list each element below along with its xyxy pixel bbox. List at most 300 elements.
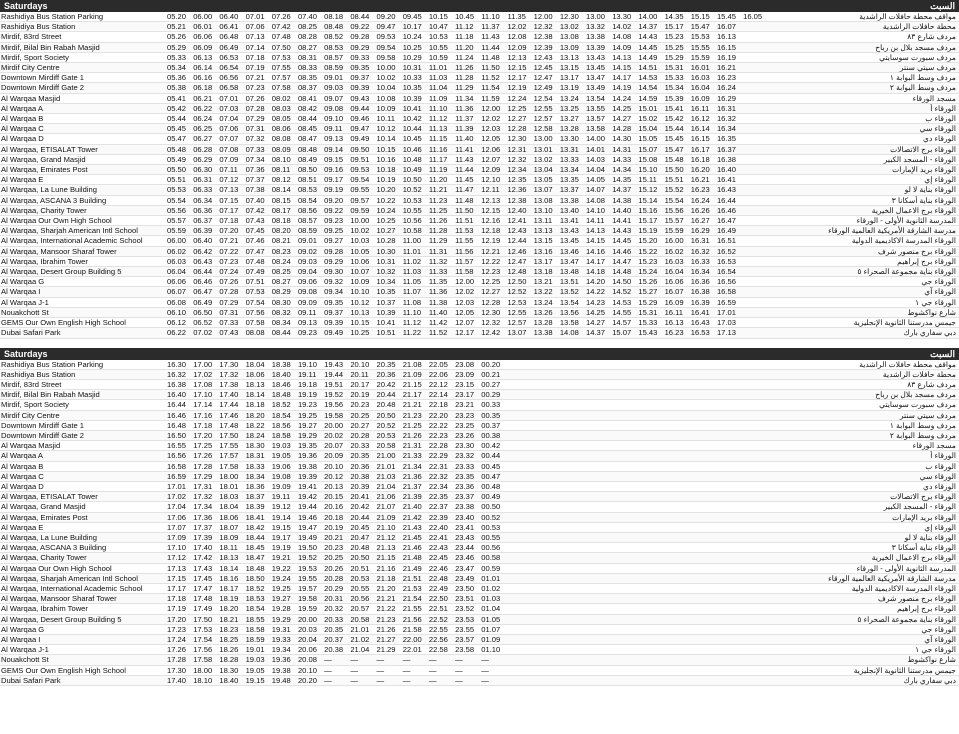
departure-time: 14.40 [612,205,632,215]
departure-time: — [376,675,385,685]
departure-time: 09.08 [324,103,344,113]
departure-times [167,32,743,41]
departure-time: 18.33 [245,461,265,471]
departure-time: 07.58 [271,83,291,93]
departure-time: 20.17 [350,379,370,389]
departure-time: 08.45 [297,124,317,134]
departure-time: 18.13 [219,553,239,563]
departure-time: 14.25 [586,307,606,317]
departure-time: 08.08 [245,328,265,338]
departure-time: 06.52 [193,318,213,328]
departure-time: 17.26 [193,451,213,461]
departure-time: 22.55 [428,624,448,634]
departure-time: 14.02 [612,22,632,32]
stop-name-arabic: الورقاء بناية مجموعة الصحراء ٥ [857,614,956,624]
departure-time: 20.04 [297,634,317,644]
departure-time: 20.18 [324,512,344,522]
timetable-row [0,236,959,246]
departure-time: 08.51 [297,175,317,185]
departure-time: 06.00 [167,236,187,246]
stop-name-arabic: الورقاء برج إبراهيم [897,256,956,266]
timetable-row [0,155,959,165]
timetable-row [0,411,959,421]
departure-time: 12.05 [455,307,475,317]
departure-time: 12.34 [507,165,527,175]
departure-time: 14.37 [612,185,632,195]
departure-time: 21.01 [350,624,370,634]
departure-time: 14.16 [586,246,606,256]
departure-time: 15.54 [664,195,684,205]
departure-time: 22.43 [428,543,448,553]
departure-time: 06.04 [167,267,187,277]
departure-time: 17.10 [167,543,187,553]
departure-time: 23.25 [455,420,475,430]
departure-time: 08.54 [297,195,317,205]
departure-time: 13.24 [533,297,553,307]
departure-time: 18.55 [245,614,265,624]
departure-time: 11.15 [428,134,448,144]
departure-time: 14.27 [612,114,632,124]
departure-time: 21.58 [402,624,422,634]
departure-time: 11.19 [428,165,448,175]
departure-time: 09.23 [324,216,344,226]
departure-time: 13.58 [559,318,579,328]
departure-time: 08.33 [297,63,317,73]
departure-time: 00.21 [481,369,501,379]
departure-time: 20.44 [376,390,396,400]
departure-time: — [350,675,358,685]
departure-time: — [350,655,358,665]
departure-time: 13.41 [559,216,579,226]
departure-time: 13.01 [533,144,553,154]
departure-times [167,134,743,143]
departure-time: 07.29 [219,297,239,307]
stop-name: Al Warqaa G [1,624,45,634]
departure-time: — [402,655,411,665]
departure-time: 21.08 [402,359,422,369]
departure-times [167,666,507,675]
departure-time: 21.49 [402,563,422,573]
departure-time: 11.52 [481,73,500,83]
departure-time: 14.17 [586,256,606,266]
departure-time: 18.58 [271,430,291,440]
departure-time: 16.34 [716,124,736,134]
departure-time: 19.24 [271,573,291,583]
departure-time: — [455,675,463,685]
departure-times [167,12,769,21]
stop-name: Al Warqaa, ETISALAT Tower [1,492,98,502]
departure-time: 15.17 [638,216,658,226]
departure-time: 16.41 [716,175,736,185]
timetable-row [0,523,959,533]
departure-time: 06.01 [193,22,213,32]
stop-name-arabic: مواقف محطة حافلات الراشدية [859,12,956,21]
departure-time: — [376,665,385,675]
departure-time: 16.36 [690,277,710,287]
timetable-row [0,594,959,604]
departure-time: 11.33 [428,267,448,277]
departure-time: 21.40 [402,502,422,512]
departure-time: 12.00 [533,12,553,21]
timetable-row [0,114,959,124]
departure-time: — [402,665,411,675]
timetable-row [0,43,959,53]
departure-time: 20.13 [324,481,344,491]
departure-time: 09.43 [350,93,370,103]
departure-time: 10.30 [376,246,396,256]
timetable-row [0,604,959,614]
departure-time: 09.46 [350,114,370,124]
departure-time: 14.24 [612,93,632,103]
stop-name-arabic: شارع نواكشوط [907,307,956,317]
departure-time: 08.14 [271,185,291,195]
departure-time: 16.32 [716,114,736,124]
departure-time: 07.43 [219,328,239,338]
departure-time: 09.35 [350,63,370,73]
departure-time: 09.17 [324,175,344,185]
departure-time: 21.42 [402,512,422,522]
departure-time: 10.56 [402,216,422,226]
departure-time: — [481,675,489,685]
departure-time: 08.23 [271,246,291,256]
departure-time: 20.08 [297,655,317,665]
departure-time: 17.39 [193,532,213,542]
stop-name: Al Warqaa, Grand Masjid [1,154,86,164]
departure-time: 20.48 [350,543,370,553]
departure-time: 18.54 [271,410,291,420]
departure-time: 09.35 [324,297,344,307]
section-title-arabic: السبت [930,1,955,11]
departure-time: 20.29 [324,583,344,593]
departure-time: 10.11 [376,114,395,124]
departure-time: 08.50 [297,165,317,175]
departure-time: 10.55 [402,205,422,215]
departure-time: 14.20 [586,277,606,287]
departure-time: 13.30 [559,134,579,144]
departure-time: 16.41 [690,307,710,317]
departure-time: 20.00 [324,420,344,430]
departure-time: 12.50 [507,277,527,287]
departure-time: 09.32 [324,277,344,287]
departure-time: 14.47 [612,256,632,266]
departure-time: 11.55 [455,236,474,246]
departure-time: 07.29 [245,114,265,124]
departure-time: 05.59 [167,226,187,236]
departure-time: 06.56 [219,73,239,83]
departure-time: 19.48 [271,675,291,685]
departure-time: 06.00 [193,12,213,21]
departure-time: 16.05 [743,12,763,21]
departure-time: 12.02 [455,287,475,297]
departure-time: 19.43 [324,359,344,369]
departure-time: 12.03 [481,124,501,134]
departure-time: 14.25 [612,103,632,113]
departure-time: 16.30 [167,359,187,369]
stop-name: Al Warqaa, Grand Masjid [1,502,86,512]
departure-time: 21.09 [402,369,422,379]
departure-time: 07.31 [245,124,265,134]
departure-time: 17.01 [167,481,187,491]
departure-time: 18.00 [219,471,239,481]
departure-time: 10.48 [402,154,422,164]
departure-time: 13.02 [533,154,553,164]
departure-time: 08.59 [324,63,344,73]
timetable-row [0,625,959,635]
departure-time: 17.44 [219,400,239,410]
departure-time: 19.09 [271,481,291,491]
departure-time: 18.40 [271,369,291,379]
departure-time: 15.27 [638,287,658,297]
stop-name-arabic: دبي سفاري بارك [903,675,956,685]
departure-time: 09.11 [297,307,317,317]
departure-time: 16.47 [716,216,736,226]
departure-time: 07.18 [245,52,265,62]
timetable-row [0,318,959,328]
departure-time: 16.38 [690,287,710,297]
departure-time: 11.10 [402,307,422,317]
section-header [0,348,959,360]
departure-time: 13.35 [559,175,579,185]
departure-time: 11.28 [455,73,474,83]
departure-time: 14.35 [612,175,632,185]
departure-time: 11.56 [455,246,474,256]
departure-time: 17.26 [167,645,187,655]
departure-time: 17.48 [219,420,239,430]
departure-time: 12.39 [533,42,553,52]
departure-time: 21.21 [402,400,422,410]
departure-time: 10.09 [350,277,370,287]
stop-name-arabic: الورقاء برج الاعمال الخيرية [871,553,956,563]
departure-time: 08.27 [297,42,317,52]
departure-time: 13.49 [586,83,606,93]
departure-time: 17.49 [193,604,213,614]
departure-time: 07.51 [245,277,265,287]
departure-time: 09.33 [350,52,370,62]
timetable-row [0,145,959,155]
departure-time: 20.06 [297,645,317,655]
departure-time: 16.34 [690,267,710,277]
departure-time: 10.45 [402,134,422,144]
departure-times [167,22,743,31]
departure-times [167,94,743,103]
departure-time: 20.42 [350,502,370,512]
departure-time: 16.43 [690,318,710,328]
departure-time: 11.03 [402,267,422,277]
stop-name-arabic: الورقاء ب [925,461,956,471]
stop-name-arabic: محطة حافلات الراشدية [882,22,956,32]
timetable-row [0,655,959,665]
departure-time: 05.50 [167,165,187,175]
departure-time: 16.12 [690,114,710,124]
departure-time: 18.22 [245,420,265,430]
departure-time: 18.11 [219,543,238,553]
departure-time: 06.49 [219,42,239,52]
departure-time: 20.28 [324,573,344,583]
departure-time: 12.38 [507,195,527,205]
departure-time: 19.49 [297,532,317,542]
departure-time: 20.51 [350,563,370,573]
departure-time: 14.00 [586,134,606,144]
departure-time: 08.59 [297,226,317,236]
departure-time: 13.18 [533,267,553,277]
departure-time: 14.37 [638,22,658,32]
departure-time: 08.32 [271,307,291,317]
departure-time: 05.42 [167,103,187,113]
departure-time: 17.02 [193,369,213,379]
departure-time: 21.37 [402,481,422,491]
departure-time: 11.38 [428,297,448,307]
departure-time: 14.00 [638,12,658,21]
departure-time: 07.53 [271,52,291,62]
departure-time: 05.44 [167,114,187,124]
departure-time: 20.48 [376,400,396,410]
departure-time: 08.25 [271,267,291,277]
stop-name-arabic: الورقاء آي [924,634,956,644]
stop-name: Mirdif City Centre [1,410,60,420]
departure-time: 15.44 [664,124,684,134]
departure-time: 13.39 [586,42,606,52]
departure-time: 08.25 [297,22,317,32]
departure-time: 19.33 [271,634,291,644]
departure-time: 20.35 [350,451,370,461]
departure-time: 08.08 [271,134,291,144]
departure-time: 05.33 [167,52,187,62]
departure-times [167,451,507,460]
departure-time: 17.32 [219,369,239,379]
departure-time: 17.04 [167,502,187,512]
stop-name: Al Warqaa, Charity Tower [1,553,87,563]
departure-time: 12.52 [507,287,527,297]
departure-time: 06.37 [193,216,213,226]
stop-name-arabic: الورقاء بناية لا لو [904,532,956,542]
departure-time: 13.15 [533,236,553,246]
departure-time: 12.18 [481,226,501,236]
departure-time: 15.20 [638,236,658,246]
departure-time: 17.29 [193,471,213,481]
departure-time: 12.28 [507,124,527,134]
departure-time: 16.03 [664,256,684,266]
departure-time: 00.56 [481,543,501,553]
departure-time: 06.08 [167,297,187,307]
departure-time: 16.20 [690,165,710,175]
timetable-row [0,206,959,216]
departure-time: 11.16 [428,144,448,154]
stop-name-arabic: الورقاء سي [919,124,956,134]
departure-time: 08.48 [297,144,317,154]
departure-time: 11.01 [402,246,422,256]
departure-time: 10.15 [350,318,370,328]
stop-name-arabic: الورقاء بناية مجموعة الصحراء ٥ [857,267,956,277]
timetable-row [0,492,959,502]
departure-time: 12.07 [455,318,475,328]
departure-time: 08.02 [271,93,291,103]
departure-time: 07.06 [245,22,265,32]
departure-time: 08.44 [271,328,291,338]
departure-time: 07.18 [219,216,239,226]
departure-time: 00.58 [481,553,501,563]
departure-time: 18.41 [245,512,265,522]
departure-time: 10.46 [402,144,422,154]
departure-times [167,553,507,562]
section-gap [0,339,959,348]
departure-time: 19.29 [271,614,291,624]
departure-time: 11.43 [481,32,500,42]
departure-time: 09.03 [297,256,317,266]
departure-time: 10.31 [376,256,396,266]
departure-time: 13.25 [559,103,579,113]
timetable-row [0,502,959,512]
departure-time: — [324,675,332,685]
departure-time: 15.45 [664,134,684,144]
departure-times [167,564,507,573]
departure-time: 19.50 [297,543,317,553]
stop-name: Al Warqaa, International Academic School [1,236,143,246]
departure-time: 15.05 [638,134,658,144]
departure-time: 07.45 [245,226,265,236]
departure-time: 18.28 [219,655,239,665]
departure-time: 07.56 [245,307,265,317]
departure-time: 22.35 [428,492,448,502]
departure-time: 07.13 [245,32,265,42]
departure-time: 12.25 [481,277,501,287]
departure-time: 16.44 [716,195,736,205]
departure-time: 07.17 [219,205,239,215]
departure-time: 22.12 [428,379,448,389]
departure-time: 13.31 [559,144,579,154]
departure-time: 15.47 [664,144,684,154]
departure-time: 12.43 [533,52,553,62]
departure-time: 18.24 [245,430,265,440]
departure-time: 12.36 [507,185,527,195]
departure-time: 11.37 [481,22,500,32]
departure-time: — [428,675,437,685]
departure-time: 16.23 [664,328,684,338]
stop-name-arabic: الورقاء المدرسة الاكاديمية الدولية [851,236,956,246]
departure-time: 06.29 [193,154,213,164]
stop-name: Rashidiya Bus Station Parking [1,12,104,21]
departure-time: 09.23 [297,328,317,338]
departure-time: 10.25 [376,216,396,226]
departure-time: 09.11 [324,124,343,134]
departure-time: 12.57 [507,318,527,328]
departure-time: 20.39 [350,481,370,491]
departure-times [167,655,507,664]
departure-time: 18.42 [245,522,265,532]
departure-time: 19.01 [245,645,265,655]
departure-time: 13.24 [559,93,579,103]
departure-time: 00.48 [481,481,501,491]
departure-time: — [376,655,385,665]
departure-time: 19.03 [271,441,291,451]
departure-time: 09.30 [324,267,344,277]
departure-time: 14.55 [612,307,632,317]
departure-time: 16.27 [690,216,710,226]
departure-time: 20.25 [324,553,344,563]
departure-time: 06.13 [193,52,213,62]
departure-time: 09.27 [324,236,344,246]
timetable-row [0,553,959,563]
stop-name-arabic: الورقاء برج الاتصالات [890,144,956,154]
departure-time: 21.56 [402,614,422,624]
departure-time: 14.41 [612,216,632,226]
stop-name-arabic: مواقف محطة حافلات الراشدية [859,359,956,369]
departure-times [167,73,743,82]
departure-time: 09.53 [376,32,396,42]
departure-time: 10.49 [402,165,422,175]
departure-time: 12.09 [507,42,527,52]
departure-time: 15.10 [638,165,658,175]
departure-time: 23.15 [455,379,475,389]
